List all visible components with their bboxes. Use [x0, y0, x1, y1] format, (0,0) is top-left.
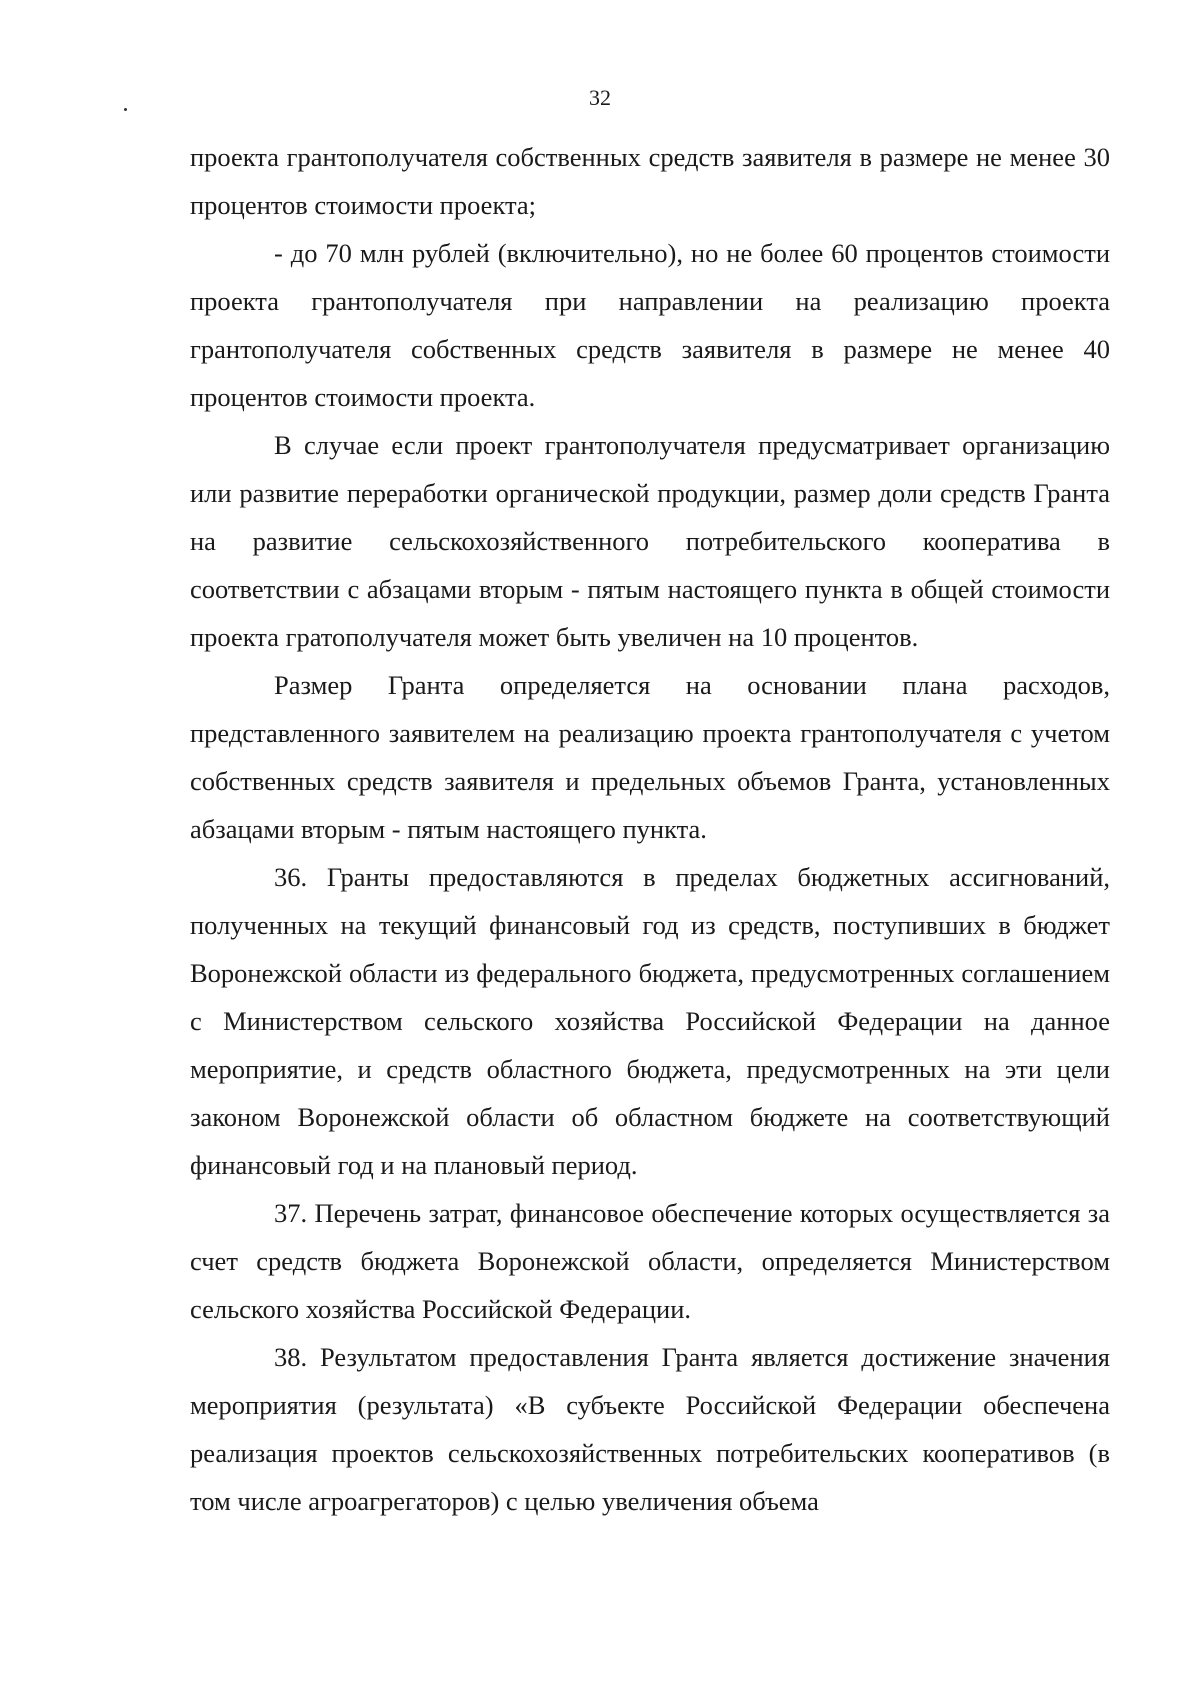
page-number: 32 [589, 85, 611, 110]
paragraph-grant-limit-70mln: - до 70 млн рублей (включительно), но не более 60 процентов стоимости проекта грантополучателя при направлении на реализацию проекта грантополучателя собственных средств заявителя в размере не менее 40 процентов стоимости проекта. [190, 238, 1110, 412]
paragraph-continuation: проекта грантополучателя собственных средств заявителя в размере не менее 30 процентов стоимости проекта; [190, 142, 1110, 220]
document-body [190, 133, 1110, 1525]
paragraph-grant-size: Размер Гранта определяется на основании плана расходов, представленного заявителем на реализацию проекта грантополучателя с учетом собственных средств заявителя и предельных объемов Гранта, установленных абзацами вторым - пятым настоящего пункта. [190, 670, 1110, 844]
paragraph-item-37: 37. Перечень затрат, финансовое обеспечение которых осуществляется за счет средств бюджета Воронежской области, определяется Министерством сельского хозяйства Российской Федерации. [190, 1198, 1110, 1324]
paragraph-item-36: 36. Гранты предоставляются в пределах бюджетных ассигнований, полученных на текущий финансовый год из средств, поступивших в бюджет Воронежской области из федерального бюджета, предусмотренных соглашением с Министерством сельского хозяйства Российской Федерации на данное мероприятие, и средств областного бюджета, предусмотренных на эти цели законом Воронежской области об областном бюджете на соответствующий финансовый год и на плановый период. [190, 862, 1110, 1180]
paragraph-organic-processing: В случае если проект грантополучателя предусматривает организацию или развитие переработки органической продукции, размер доли средств Гранта на развитие сельскохозяйственного потребительского кооператива в соответствии с абзацами вторым - пятым настоящего пункта в общей стоимости проекта гратополучателя может быть увеличен на 10 процентов. [190, 430, 1110, 652]
paragraph-item-38: 38. Результатом предоставления Гранта является достижение значения мероприятия (результата) «В субъекте Российской Федерации обеспечена реализация проектов сельскохозяйственных потребительских кооперативов (в том числе агроагрегаторов) с целью увеличения объема [190, 1342, 1110, 1516]
